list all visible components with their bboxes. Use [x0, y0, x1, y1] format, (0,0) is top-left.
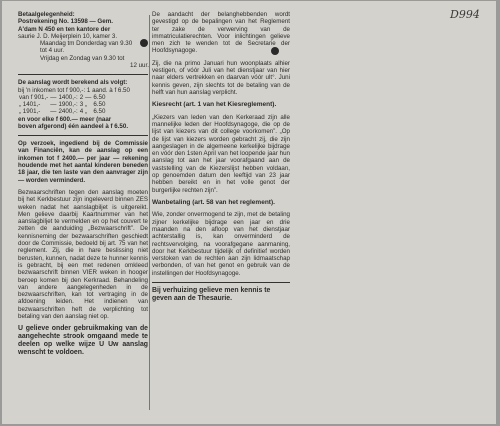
calc-cell: „ 1401,- [19, 101, 41, 109]
calc-row [18, 94, 106, 101]
calc-cell: „ 1901,- [19, 108, 41, 116]
calc-row [18, 108, 106, 115]
payment-line: tot 4 uur. [40, 47, 65, 55]
calc-cell: — [50, 93, 57, 101]
payment-section [18, 11, 148, 69]
kiesrecht-paragraph: „Kiezers van leden van den Kerkeraad zijn alle mannelijke leden der Hoofdsynagoge, die op de lijst van kiezers van dit college voorkomen”. „Op de lijst van kiezers worden gebracht zij, die zijn aangeslagen in de algemeene kerkelijke bijdrage en vóór den 1sten April van het loopende jaar hun aanslag tot aan het jaar voorafgaand aan de vaststelling van de Kiezerslijst hebben voldaan, op genoemden datum den leeftijd van 23 jaar hebben bereikt en in het volle genot der burgerlijke rechten zijn”. [152, 113, 290, 194]
assessment-calculation [18, 79, 148, 130]
calc-cell: van f 901,- [19, 93, 49, 101]
residence-paragraph: Zij, die na primo Januari hun woonplaats alhier vestigen, of vóór Juli van het dienstjaar van hier naar elders vertrekken en daarvan vóór ult°. Juni kennis geven, zijn slechts tot de betaling van de helft van hun aanslag verplicht. [152, 59, 290, 96]
document-sheet [2, 1, 496, 424]
final-instruction: U gelieve onder gebruikmaking van de aangehechte strook omgaand mede te deelen op welke wijze U Uw aanslag wenscht te voldoen. [18, 325, 148, 356]
calc-cell: — [50, 101, 57, 109]
payment-line: 12 uur. [130, 62, 149, 70]
calc-cell: 3 [79, 101, 84, 109]
calc-cell: „ [85, 108, 88, 116]
reduction-request: Op verzoek, ingediend bij de Commissie van Financiën, kan de aanslag op een inkomen tot f 2400.— per jaar — rekening houdende met het aantal kinderen beneden 18 jaar, die ten laste van den aanvrager zijn — worden verminderd. [18, 140, 148, 184]
section-rule [18, 135, 148, 136]
payment-line: Postrekening No. 13598 — Gem. [18, 18, 113, 26]
intro-paragraph: De aandacht der belanghebbenden wordt gevestigd op de bepalingen van het Reglement ter zake de verwerving van de immatriculatierechten. Voor inlichtingen gelieve men zich te wenden tot de Secretarie der Hoofdsynagoge. [152, 11, 290, 55]
left-column [18, 11, 148, 361]
calc-cell: „ [85, 101, 88, 109]
calc-cell: 6.50 [93, 108, 106, 116]
calc-cell: 4 [79, 108, 84, 116]
section-rule [152, 282, 290, 283]
calc-first: bij 'n inkomen tot f 900,-: 1 aand. à f 6.50 [18, 86, 130, 94]
calc-tail: en voor elke f 600.— meer (naar [18, 115, 112, 123]
calc-cell: — [85, 93, 92, 101]
payment-line: saurie J. D. Meijerplein 10, kamer 3. [18, 32, 118, 40]
calc-cell: 2 [79, 93, 84, 101]
calc-cell: 2400,-: [58, 108, 78, 116]
calc-table [18, 94, 106, 116]
kiesrecht-heading: Kiesrecht (art. 1 van het Kiesreglement). [152, 101, 277, 109]
calc-row [18, 101, 106, 108]
objection-paragraph: Bezwaarschriften tegen den aanslag moeten bij het Kerkbestuur zijn ingeleverd binnen ZES weken nadat het aanslagbiljet is uitgereikt. Men gelieve daarbij Kaartnummer van het aanslagbiljet te vermelden en op het couvert te zetten de aanduiding „Bezwaarschrift”. De kennisneming der bezwaarschriften geschiedt door de Commissie, bedoeld bij art. 75 van het reglement. Zij, die in hare beslissing niet berusten, kunnen, nadat deze te hunner kennis is gebracht, bij een met redenen omkleed bezwaarschrift binnen VIER weken in hooger beroep komen bij den Kerkraad. Behandeling van andere aangelegenheden in de bezwaarschriften, kan tot vertraging in de afdoening leiden. Het indienen van bezwaarschriften heft de verplichting tot betaling van den aanslag niet op. [18, 188, 148, 320]
calc-cell: — [50, 108, 57, 116]
handwritten-number: D994 [450, 8, 480, 21]
wanbetaling-paragraph: Wie, zonder onvermogend te zijn, met de betaling zijner kerkelijke bijdrage een jaar en drie maanden na den afloop van het dienstjaar achterstallig is, kan onverminderd de rechtsvervolging, na voorafgegane aanmaning, door het Kerkbestuur tijdelijk of definitief worden verstoken van de rechten aan zijn lidmaatschap verbonden, of van het genot en gebruik van de instellingen der Hoofdsynagoge. [152, 211, 290, 277]
calc-cell: 6.50 [93, 93, 106, 101]
calc-tail: boven afgerond) één aandeel à f 6.50. [18, 122, 129, 130]
calc-cell: 1900,-: [58, 101, 78, 109]
wanbetaling-heading: Wanbetaling (art. 58 van het reglement). [152, 198, 275, 206]
calc-cell: 6.50 [93, 101, 106, 109]
payment-title: Betaalgelegenheid: [18, 11, 75, 18]
payment-line: A'dam N 450 en ten kantore der [18, 25, 111, 33]
right-column [152, 11, 290, 308]
calc-intro: De aanslag wordt berekend als volgt: [18, 79, 128, 87]
payment-line: Vrijdag en Zondag van 9.30 tot [40, 54, 125, 62]
calc-cell: 1400,-: [58, 93, 78, 101]
payment-line: Maandag tm Donderdag van 9.30 [40, 40, 133, 48]
column-divider [149, 15, 150, 410]
section-rule [18, 74, 148, 75]
relocation-notice: Bij verhuizing gelieve men kennis te geven aan de Thesaurie. [152, 287, 271, 302]
